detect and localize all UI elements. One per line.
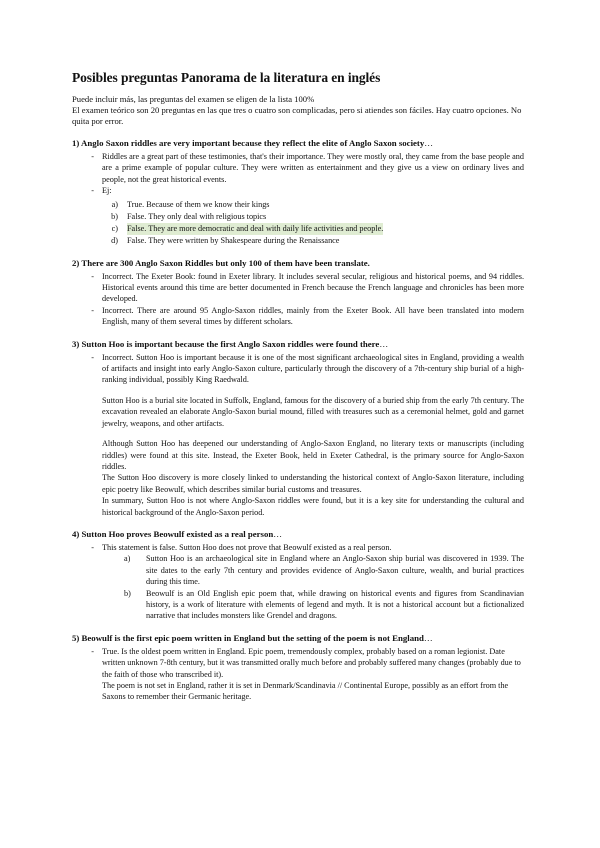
question-4-answer: This statement is false. Sutton Hoo does not prove that Beowulf existed as a real person.: [102, 542, 392, 552]
question-1: [72, 138, 524, 247]
question-1-answer: Riddles are a great part of these testimonies, that's their importance. They were mostly oral, they came from the base people and are a prime example of popular culture. They were written as entertainment and they give us a view on ordinary lives and people, not the great historical events.: [102, 152, 524, 184]
question-4-heading: 4) Sutton Hoo proves Beowulf existed as a real person…: [72, 528, 283, 539]
list-item: [72, 305, 524, 328]
list-item: [72, 271, 524, 305]
option-c: c) False. They are more democratic and deal with daily life activities and people.: [111, 223, 384, 233]
question-3-paragraph-4: The Sutton Hoo discovery is more closely linked to understanding the historical context of Anglo-Saxon literature, including epic poetry like Beowulf, which describes similar burial customs and treasures.: [102, 473, 524, 494]
question-3-heading: 3) Sutton Hoo is important because the first Anglo Saxon riddles were found there…: [72, 338, 389, 349]
question-5-answer-continued: The poem is not set in England, rather it is set in Denmark/Scandinavia // Continental Europe, possibly as an effort from the Saxons to remember their Germanic heritage.: [102, 681, 509, 702]
page-title: Posibles preguntas Panorama de la literatura en inglés: [72, 70, 381, 85]
options-list: [72, 199, 524, 247]
list-item: [72, 542, 524, 622]
question-3-paragraph-2: Sutton Hoo is a burial site located in Suffolk, England, famous for the discovery of a buried ship from the early 7th century. The excavation revealed an elaborate Anglo-Saxon burial mound, filled with treasures such as a ceremonial helmet, gold and garnet jewelry, weapons, and other artifacts.: [102, 395, 524, 428]
question-3: [72, 339, 524, 518]
question-5-heading: 5) Beowulf is the first epic poem written in England but the setting of the poem is not England…: [72, 632, 433, 643]
option-d: d) False. They were written by Shakespeare during the Renaissance: [111, 235, 340, 245]
question-5-answer: True. Is the oldest poem written in England. Epic poem, tremendously complex, probably based on a roman legionist. Date written unknown 7-8th century, but it was transmitted orally much before and probably suffered many changes (probably due to the faith of those who transcribed it).: [102, 646, 521, 679]
question-4: [72, 529, 524, 622]
document-page: [72, 70, 524, 703]
question-2-answer-2: Incorrect. There are around 95 Anglo-Saxon riddles, mainly from the Exeter Book. All have been translated into modern English, many of them several times by different scholars.: [102, 305, 524, 327]
question-5: [72, 633, 524, 703]
bullet-dash: -: [91, 152, 94, 161]
list-item: [72, 646, 524, 703]
option-b: b) False. They only deal with religious topics: [111, 211, 267, 221]
question-3-paragraph-3: Although Sutton Hoo has deepened our understanding of Anglo-Saxon England, no literary texts or manuscripts (including riddles) were found at this site. Instead, the Exeter Book, held in Exeter Cathedral, is the primary source for Anglo-Saxon riddles.: [102, 439, 524, 471]
intro-line-1: Puede incluir más, las preguntas del examen se eligen de la lista 100%: [72, 94, 315, 104]
question-2-heading: 2) There are 300 Anglo Saxon Riddles but only 100 of them have been translate.: [72, 257, 370, 268]
highlighted-answer: False. They are more democratic and deal with daily life activities and people.: [127, 223, 384, 233]
intro-line-2: El examen teórico son 20 preguntas en las que tres o cuatro son complicadas, pero si atiendes son fáciles. Hay cuatro opciones. No quita por error.: [72, 105, 522, 126]
question-4-sub-a: a) Sutton Hoo is an archaeological site in England where an Anglo-Saxon ship burial was discovered in 1939. The site dates to the early 7th century and provides evidence of Anglo-Saxon culture, wealth, and burial practices during this time.: [124, 554, 524, 587]
bullet-dash: -: [91, 305, 94, 315]
question-3-paragraph-5: In summary, Sutton Hoo is not where Anglo-Saxon riddles were found, but it is a key site for understanding the cultural and historical background of the Anglo-Saxon period.: [102, 496, 524, 517]
bullet-dash: -: [91, 271, 94, 281]
option-a: a) True. Because of them we know their kings: [111, 199, 270, 209]
list-item: [72, 185, 524, 196]
question-1-heading: 1) Anglo Saxon riddles are very important because they reflect the elite of Anglo Saxon society…: [72, 138, 434, 148]
question-4-sub-b: b) Beowulf is an Old English epic poem that, while drawing on historical events and figures from Scandinavian history, is a work of literature with elements of legend and myth. It is not a historical account but a fictionalized narrative that includes monsters like Grendel and dragons.: [124, 588, 524, 621]
question-2-answer-1: Incorrect. The Exeter Book: found in Exeter library. It includes several secular, religious and historical poems, and 94 riddles. Historical events around this time are better documented in French because the French language and chronicles has been more developed.: [102, 271, 524, 304]
example-label: Ej:: [102, 186, 112, 196]
question-2: [72, 258, 524, 328]
list-item: [72, 352, 524, 518]
bullet-dash: -: [91, 186, 94, 196]
bullet-dash: -: [91, 646, 94, 656]
list-item: [72, 151, 524, 185]
bullet-dash: -: [91, 352, 94, 362]
intro: [72, 94, 524, 127]
question-3-paragraph-1: Incorrect. Sutton Hoo is important because it is one of the most significant archaeological sites in England, providing a wealth of artifacts and insight into early Anglo-Saxon culture, particularly through the discovery of a 7th-century ship burial of a high-ranking individual, possibly King Raedwald.: [102, 352, 524, 385]
bullet-dash: -: [91, 542, 94, 552]
